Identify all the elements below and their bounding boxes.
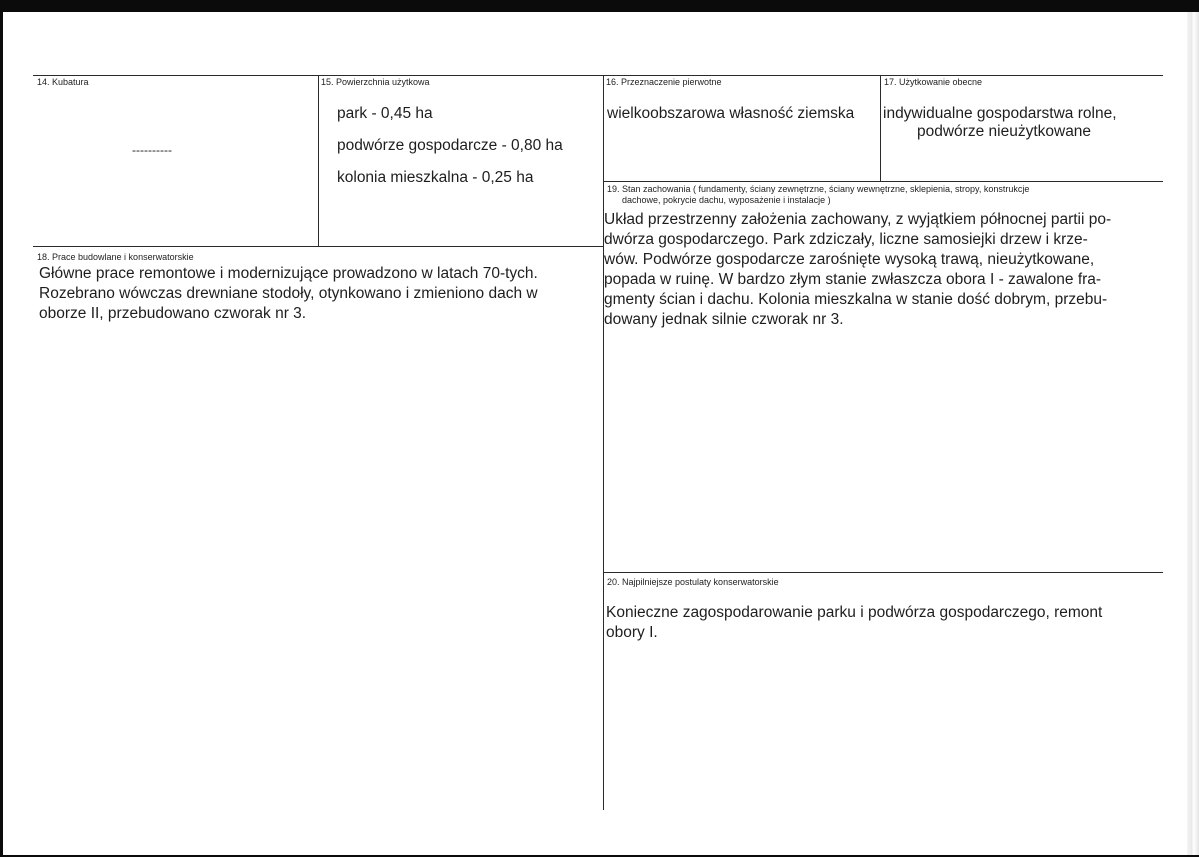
field17-line: indywidualne gospodarstwa rolne, (883, 105, 1117, 122)
field16-value: wielkoobszarowa własność ziemska (607, 105, 855, 122)
field18-label: 18. Prace budowlane i konserwatorskie (37, 252, 194, 262)
field17-line: podwórze nieużytkowane (917, 123, 1092, 140)
field19-label-cont: dachowe, pokrycie dachu, wyposażenie i instalacje ) (622, 195, 831, 205)
top-rule (33, 75, 1163, 76)
field19-label: 19. Stan zachowania ( fundamenty, ściany zewnętrzne, ściany wewnętrzne, sklepienia, stropy, konstrukcje (607, 184, 1030, 194)
section18-rule (33, 246, 603, 247)
field18-line: Główne prace remontowe i modernizujące prowadzono w latach 70-tych. (39, 265, 538, 282)
field17-label: 17. Użytkowanie obecne (884, 77, 983, 87)
divider-15 (318, 75, 319, 246)
page-edge (1187, 12, 1199, 855)
divider-17 (880, 75, 881, 181)
field14-label: 14. Kubatura (37, 77, 89, 87)
field15-line: park - 0,45 ha (337, 105, 433, 122)
field19-line: dwórza gospodarczego. Park zdziczały, liczne samosiejki drzew i krze- (604, 231, 1088, 248)
field20-line: obory I. (606, 624, 658, 641)
field19-line: popada w ruinę. W bardzo złym stanie zwłaszcza obora I - zawalone fra- (604, 271, 1102, 288)
field20-label: 20. Najpilniejsze postulaty konserwatorskie (607, 577, 779, 587)
field19-line: Układ przestrzenny założenia zachowany, z wyjątkiem północnej partii po- (604, 211, 1112, 228)
field14-value: ---------- (132, 143, 172, 157)
field15-line: kolonia mieszkalna - 0,25 ha (337, 169, 534, 186)
field19-line: wów. Podwórze gospodarcze zarośnięte wysoką trawą, nieużytkowane, (604, 251, 1095, 268)
section19-rule (603, 181, 1163, 182)
field19-line: gmenty ścian i dachu. Kolonia mieszkalna w stanie dość dobrym, przebu- (604, 291, 1108, 308)
field20-line: Konieczne zagospodarowanie parku i podwórza gospodarczego, remont (606, 604, 1103, 621)
field15-label: 15. Powierzchnia użytkowa (321, 77, 430, 87)
section20-rule (603, 572, 1163, 573)
divider-main (603, 75, 604, 810)
field18-line: Rozebrano wówczas drewniane stodoły, otynkowano i zmieniono dach w (39, 285, 538, 302)
field19-line: dowany jednak silnie czworak nr 3. (604, 311, 844, 328)
field16-label: 16. Przeznaczenie pierwotne (606, 77, 722, 87)
field18-line: oborze II, przebudowano czworak nr 3. (39, 305, 307, 322)
field15-line: podwórze gospodarcze - 0,80 ha (337, 137, 563, 154)
